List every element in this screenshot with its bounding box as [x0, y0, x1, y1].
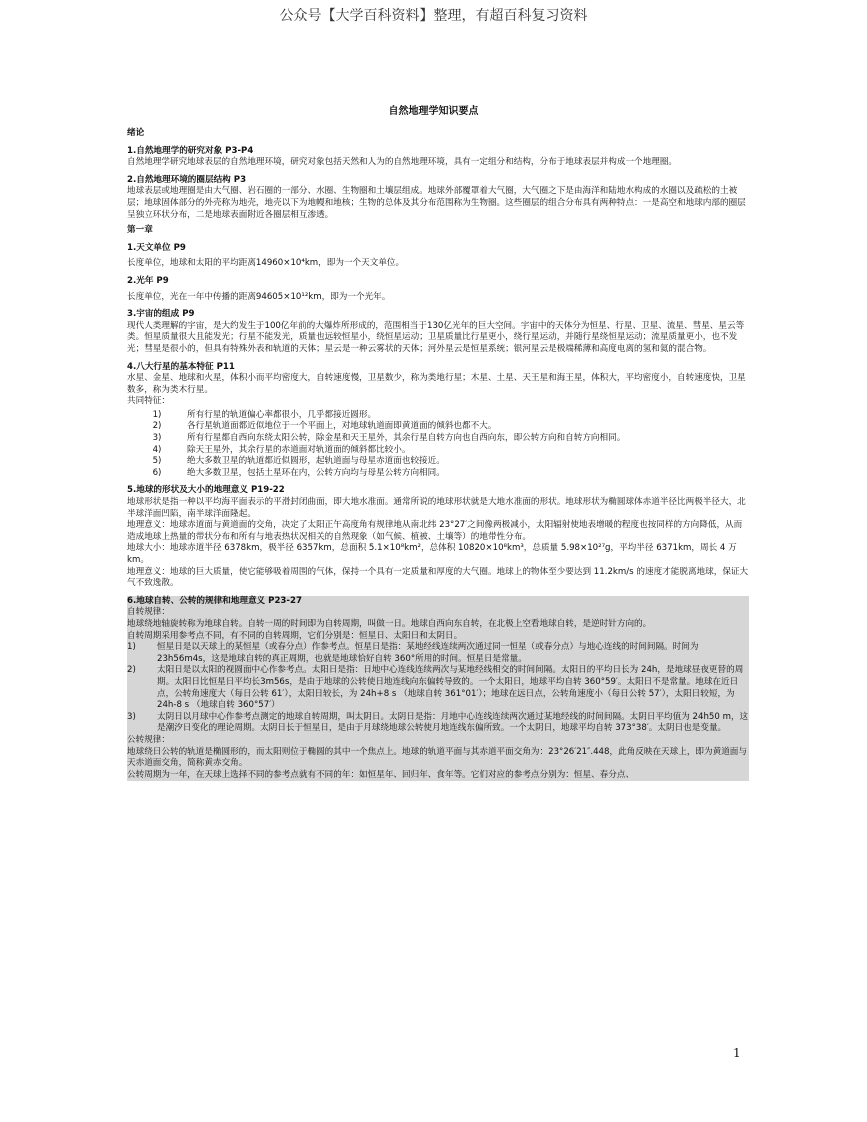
paragraph: 地球形状是指一种以平均海平面表示的平滑封闭曲面，即大地水准面。通常所说的地球形状就是大地水准面的形状。地球形状为椭圆球体赤道半径比两极半径大，北半球洋面凹陷，南半球洋面隆起。 — [127, 497, 746, 519]
section-heading: 2.光年 P9 — [127, 275, 169, 286]
list-item — [127, 456, 749, 468]
list-number: 4) — [152, 444, 162, 455]
list-text: 恒星日是以天球上的某恒星（或春分点）作参考点。恒星日是指：某地经线连续两次通过同一恒星（或春分点）与地心连线的时间间隔。时间为 23h56m4s，这是地球自转的真正周期，也就是地球恰好自转 360°所用的时间。恒星日是常量。 — [157, 642, 699, 664]
list-item — [127, 410, 749, 422]
paragraph: 自转周期采用参考点不同，有不同的自转周期，它们分别是：恒星日、太阳日和太阴日。 — [127, 631, 749, 643]
list-item — [127, 468, 749, 480]
list-text: 除天王星外，其余行星的赤道面对轨道面的倾斜都比较小。 — [187, 444, 411, 455]
section-heading: 1.天文单位 P9 — [127, 242, 186, 253]
paragraph: 地球绕地轴旋转称为地球自转。自转一周的时间即为自转周期，叫做一日。地球自西向东自转，在北极上空看地球自转，是逆时针方向的。 — [127, 619, 749, 631]
numbered-list — [127, 410, 749, 480]
list-number: 3) — [127, 711, 136, 722]
section-heading: 4.八大行星的基本特征 P11 — [127, 361, 235, 372]
list-number: 3) — [152, 433, 162, 444]
list-text: 太阴日以月球中心作参考点测定的地球自转周期，叫太阴日。太阴日是指：月地中心连线连续两次通过某地经线的时间间隔。太阴日平均值为 24h50 m，这是潮汐日变化的理论周期。太阴日长于恒星日，是由于月球绕地球公转使月地连线东偏所致。一个太阴日，地球平均自转 373°38′。太阴日也是变量。 — [157, 711, 749, 734]
page-header: 公众号【大学百科资料】整理，有超百科复习资料 — [279, 8, 588, 24]
paragraph: 地理意义：地球的巨大质量，使它能够吸着周围的气体，保持一个具有一定质量和厚度的大气圈。地球上的物体至少要达到 11.2km/s 的速度才能脱离地球，保证大气不致逸散。 — [127, 566, 749, 589]
paragraph: 地球表层或地理圈是由大气圈、岩石圈的一部分、水圈、生物圈和土壤层组成。地球外部覆罩着大气圈，大气圈之下是由海洋和陆地水构成的水圈以及疏松的土被层；地球固体部分的外壳称为地壳，地壳以下为地幔和地核；生物的总体及其分布范围称为生物圈。这些圈层的组合分布具有两种特点：一是高空和地球内部的圈层呈独立环状分布，二是地球表面附近各圈层相互渗透。 — [127, 186, 746, 220]
list-item — [127, 445, 749, 457]
list-item — [127, 665, 749, 711]
paragraph: 地理意义：地球赤道面与黄道面的交角，决定了太阳正午高度角有规律地从南北纬 23°27′之间像两极减小，太阳辐射使地表增暖的程度也按同样的方向降低，从而造成地球上热量的带状分布和所有与地表热状况相关的自然现象（如气候、植被、土壤等）的地带性分布。 — [127, 520, 743, 542]
paragraph: 自然地理学研究地球表层的自然地理环境，研究对象包括天然和人为的自然地理环境，具有一定组分和结构，分布于地球表层并构成一个地理圈。 — [127, 157, 678, 168]
paragraph: 长度单位，地球和太阳的平均距离14960×10⁴km，即为一个天文单位。 — [127, 258, 405, 269]
paragraph: 公转周期为一年，在天球上选择不同的参考点就有不同的年：如恒星年、回归年、食年等。它们对应的参考点分别为：恒星、春分点、 — [127, 770, 749, 782]
list-number: 1) — [152, 409, 162, 420]
section-heading: 1.自然地理学的研究对象 P3-P4 — [127, 145, 254, 156]
document-body — [127, 124, 749, 781]
list-number: 6) — [152, 467, 162, 478]
chapter-heading-1: 第一章 — [127, 225, 153, 236]
list-number: 1) — [127, 642, 136, 653]
section-heading: 5.地球的形状及大小的地理意义 P19-22 — [127, 485, 285, 496]
list-text: 太阳日是以太阳的视圆面中心作参考点。太阳日是指：日地中心连线连续两次与某地经线相交的时间间隔。太阳日的平均日长为 24h，是地球昼夜更替的周期。太阳日比恒星日平均长3m56s，是由于地球的公转使日地连线向东偏转导致的。一个太阳日，地球平均自转 360°59′。太阳日不是常量。地球在近日点，公转角速度大（每日公转 61′），太阳日较长，为 24h+8 s （地球自转 361°01′）；地球在远日点，公转角速度小（每日公转 57′），太阳日较短，为 24h-8 s （地球自转 360°57′） — [157, 665, 744, 711]
page-number: 1 — [733, 1046, 741, 1060]
list-item — [127, 421, 749, 433]
section-heading: 2.自然地理环境的圈层结构 P3 — [127, 174, 247, 185]
list-item — [127, 433, 749, 445]
paragraph: 自转规律： — [127, 607, 749, 619]
list-item — [127, 712, 749, 735]
paragraph: 共同特征： — [127, 396, 170, 407]
list-text: 所有行星都自西向东绕太阳公转，除金星和天王星外，其余行星自转方向也自西向东，即公转方向和自转方向相同。 — [187, 433, 626, 444]
list-text: 绝大多数卫星，包括土星环在内，公转方向均与母星公转方向相同。 — [187, 467, 445, 478]
paragraph: 地球大小：地球赤道半径 6378km，极半径 6357km，总面积 5.1×10⁸km²，总体积 10820×10⁸km³，总质量 5.98×10²⁷g，平均半径 6371km，周长 4 万 km。 — [127, 543, 737, 565]
list-item — [127, 642, 749, 665]
section-heading: 6.地球自转、公转的规律和地理意义 P23-27 — [127, 596, 749, 608]
list-number: 2) — [127, 665, 136, 676]
paragraph: 公转规律： — [127, 735, 749, 747]
list-number: 5) — [152, 456, 162, 467]
list-text: 绝大多数卫星的轨道都近似圆形，起轨道面与母星赤道面也较接近。 — [187, 456, 445, 467]
highlighted-section — [127, 596, 749, 782]
list-text: 所有行星的轨道偏心率都很小，几乎都接近圆形。 — [187, 409, 377, 420]
list-text: 各行星轨道面都近似地位于一个平面上，对地球轨道面即黄道面的倾斜也都不大。 — [187, 421, 497, 432]
paragraph: 水星、金星、地球和火星，体积小而平均密度大，自转速度慢，卫星数少，称为类地行星；木星、土星、天王星和海王星，体积大，平均密度小，自转速度快，卫星数多，称为类木行星。 — [127, 373, 746, 395]
paragraph: 现代人类理解的宇宙，是大约发生于100亿年前的大爆炸所形成的，范围相当于130亿光年的巨大空间。宇宙中的天体分为恒星、行星、卫星、流星、彗星、星云等类。恒星质量很大且能发光；行星不能发光，质量也远较恒星小，绕恒星运动；卫星质量比行星更小，绕行星运动，并随行星绕恒星运动；流星质量更小，也不发光；彗星是很小的，但具有特殊外表和轨道的天体；星云是一种云雾状的天体；河外星云是恒星系统；银河星云是极端稀薄和高度电离的氢和氦的混合物。 — [127, 320, 745, 354]
list-number: 2) — [152, 421, 162, 432]
chapter-heading-intro: 绪论 — [127, 128, 145, 138]
section-heading: 3.宇宙的组成 P9 — [127, 309, 195, 320]
paragraph: 长度单位，光在一年中传播的距离94605×10¹²km，即为一个光年。 — [127, 291, 391, 302]
document-title: 自然地理学知识要点 — [388, 106, 479, 117]
paragraph: 地球绕日公转的轨道是椭圆形的，而太阳则位于椭圆的其中一个焦点上。地球的轨道平面与其赤道平面交角为：23°26′21″.448，此角反映在天球上，即为黄道面与天赤道面交角，简称黄赤交角。 — [127, 746, 747, 769]
